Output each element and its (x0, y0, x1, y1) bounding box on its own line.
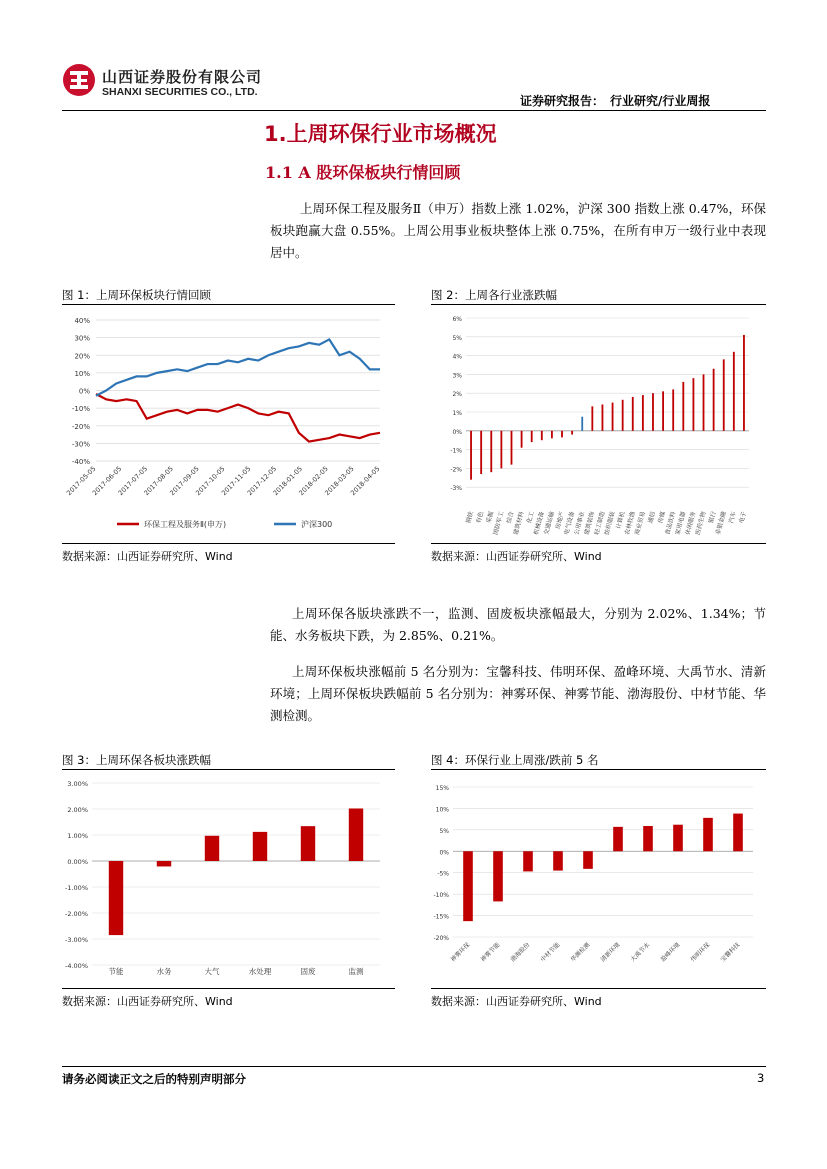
figure-4-title: 图 4：环保行业上周涨/跌前 5 名 (431, 753, 599, 767)
x-tick-label: 水务 (156, 967, 172, 976)
x-tick-label: 水处理 (248, 967, 272, 976)
y-tick-label: -2% (450, 466, 462, 474)
figure-1-line-chart (62, 306, 395, 542)
figure-1-source: 数据来源：山西证券研究所、Wind (62, 550, 233, 563)
figure-1-top-rule (62, 304, 395, 305)
bar-银行 (713, 369, 715, 431)
bar-非银金融 (723, 359, 725, 430)
y-tick-label: 5% (439, 827, 449, 835)
bar-轻工制造 (602, 404, 604, 430)
figure-4-bottom-rule (431, 988, 766, 989)
y-tick-label: 1% (452, 410, 462, 417)
x-tick-label: 2017-05-05 (65, 464, 98, 498)
y-tick-label: 3% (452, 372, 462, 380)
bar-清新环境 (613, 827, 623, 851)
x-tick-label: 大禹节水 (629, 941, 652, 964)
bar-固废 (301, 826, 315, 861)
bar-休闲服务 (693, 378, 695, 431)
bar-综合 (511, 431, 513, 465)
x-tick-label: 2018-04-05 (349, 464, 382, 498)
company-name-cn: 山西证券股份有限公司 (102, 68, 263, 86)
x-tick-label: 建筑材料 (512, 510, 526, 536)
figure-3-top-rule (62, 769, 395, 770)
y-tick-label: 0.00% (67, 858, 88, 866)
y-tick-label: 20% (74, 352, 90, 361)
x-tick-label: 有色 (475, 510, 486, 525)
x-tick-label: 2017-10-05 (194, 464, 227, 498)
bar-电子 (743, 335, 745, 431)
bar-大气 (205, 836, 219, 861)
section-heading: 1.上周环保行业市场概况 (264, 122, 497, 146)
bar-神雾环保 (463, 851, 473, 921)
x-tick-label: 医药生物 (694, 510, 708, 536)
y-tick-label: 5% (452, 334, 462, 342)
subsection-heading: 1.1 A 股环保板块行情回顾 (265, 163, 461, 182)
y-tick-label: -40% (71, 458, 90, 466)
y-tick-label: 0% (452, 428, 462, 436)
series-line-hs300 (96, 339, 380, 395)
y-tick-label: -1.00% (65, 884, 88, 892)
series-line-env (96, 394, 380, 442)
x-tick-label: 化工 (525, 510, 536, 525)
figure-3-bar-chart (62, 771, 395, 987)
bar-节能 (109, 861, 123, 935)
bar-计算机 (622, 400, 624, 431)
y-tick-label: 3.00% (67, 780, 88, 788)
x-tick-label: 国防军工 (492, 510, 506, 536)
bar-采掘 (490, 431, 492, 472)
bar-水务 (157, 861, 171, 866)
x-tick-label: 机械设备 (532, 510, 546, 536)
x-tick-label: 2018-03-05 (323, 464, 356, 498)
bar-房地产 (561, 431, 563, 438)
figure-4-source: 数据来源：山西证券研究所、Wind (431, 995, 602, 1008)
figure-2-source: 数据来源：山西证券研究所、Wind (431, 550, 602, 563)
figure-2-bottom-rule (431, 543, 766, 544)
figure-2-top-rule (431, 304, 766, 305)
y-tick-label: -30% (71, 440, 90, 449)
footer-rule (62, 1066, 766, 1067)
y-tick-label: -15% (433, 913, 449, 921)
bar-建筑装饰 (591, 406, 593, 430)
bar-汽车 (733, 352, 735, 431)
x-tick-label: 电气设备 (563, 510, 577, 536)
bar-电气设备 (571, 431, 573, 435)
x-tick-label: 食品饮料 (664, 510, 678, 536)
x-tick-label: 华测检测 (569, 941, 592, 964)
page-number: 3 (757, 1071, 765, 1085)
x-tick-label: 综合 (505, 510, 516, 525)
figure-2-title: 图 2：上周各行业涨跌幅 (431, 288, 557, 302)
legend-label: 沪深300 (301, 520, 333, 529)
bar-建筑材料 (521, 431, 523, 448)
bar-交通运输 (551, 431, 553, 439)
x-tick-label: 采掘 (485, 510, 496, 525)
bar-监测 (349, 808, 363, 861)
bar-农林牧渔 (632, 397, 634, 431)
y-tick-label: -4.00% (65, 962, 88, 970)
bar-大禹节水 (643, 826, 653, 851)
figure-1-title: 图 1：上周环保板块行情回顾 (62, 288, 211, 302)
bar-宝馨科技 (733, 814, 743, 852)
x-tick-label: 2017-11-05 (219, 464, 253, 498)
figure-3-bottom-rule (62, 988, 395, 989)
bar-盈峰环境 (673, 825, 683, 852)
y-tick-label: 30% (74, 334, 90, 343)
x-tick-label: 计算机 (615, 510, 627, 530)
bar-神雾节能 (493, 851, 503, 901)
x-tick-label: 宝馨科技 (719, 941, 742, 964)
bar-华测检测 (583, 851, 593, 869)
y-tick-label: -2.00% (65, 910, 88, 918)
paragraph-market-review: 上周环保工程及服务Ⅱ（申万）指数上涨 1.02%，沪深 300 指数上涨 0.47%，环保板块跑赢大盘 0.55%。上周公用事业板块整体上涨 0.75%，在所有申万一级行业中表现居中。 (270, 201, 766, 260)
x-tick-label: 大气 (204, 967, 220, 976)
x-tick-label: 监测 (348, 967, 364, 976)
figure-4-bar-chart (431, 771, 766, 987)
x-tick-label: 休闲服务 (684, 510, 698, 536)
x-tick-label: 纺织服装 (603, 510, 617, 536)
y-tick-label: 1.00% (67, 832, 88, 840)
x-tick-label: 渤海股份 (509, 941, 532, 964)
x-tick-label: 2017-07-05 (116, 464, 150, 498)
x-tick-label: 汽车 (727, 510, 738, 525)
x-tick-label: 伟明环保 (689, 941, 712, 964)
footer-disclaimer-notice: 请务必阅读正文之后的特别声明部分 (62, 1072, 246, 1086)
paragraph-top-bottom-stocks: 上周环保板块涨幅前 5 名分别为：宝馨科技、伟明环保、盈峰环境、大禹节水、清新环境；上周环保板块跌幅前 5 名分别为：神雾环保、神雾节能、渤海股份、中材节能、华测检测。 (270, 664, 766, 723)
bar-水处理 (253, 832, 267, 861)
bar-钢铁 (470, 431, 472, 480)
bar-伟明环保 (703, 818, 713, 851)
x-tick-label: 2017-12-05 (245, 464, 279, 498)
x-tick-label: 非银金融 (714, 510, 728, 536)
bar-通信 (652, 393, 654, 431)
bar-商业贸易 (642, 395, 644, 431)
bar-渤海股份 (523, 851, 533, 871)
x-tick-label: 建筑装饰 (583, 510, 597, 536)
bar-公用事业 (581, 417, 583, 431)
bar-传媒 (662, 391, 664, 430)
y-tick-label: -3% (450, 485, 462, 493)
paragraph-subsectors: 上周环保各版块涨跌不一，监测、固废板块涨幅最大，分别为 2.02%、1.34%；节能、水务板块下跌，为 2.85%、0.21%。 (270, 606, 766, 643)
x-tick-label: 神雾环保 (449, 941, 472, 964)
x-tick-label: 神雾节能 (479, 941, 502, 964)
bar-化工 (531, 431, 533, 442)
x-tick-label: 清新环境 (599, 941, 622, 964)
y-tick-label: -5% (437, 870, 449, 878)
bar-有色 (480, 431, 482, 474)
y-tick-label: 10% (74, 369, 90, 378)
y-tick-label: 10% (435, 806, 449, 814)
x-tick-label: 银行 (707, 510, 718, 525)
x-tick-label: 传媒 (657, 510, 668, 525)
x-tick-label: 商业贸易 (633, 510, 647, 536)
x-tick-label: 固废 (300, 967, 316, 976)
y-tick-label: 2.00% (67, 806, 88, 814)
figure-4-top-rule (431, 769, 766, 770)
x-tick-label: 交通运输 (542, 510, 556, 536)
bar-家用电器 (682, 382, 684, 431)
y-tick-label: -10% (433, 892, 449, 900)
figure-3-source: 数据来源：山西证券研究所、Wind (62, 995, 233, 1008)
y-tick-label: -20% (433, 935, 449, 942)
x-tick-label: 轻工制造 (593, 510, 607, 536)
company-name-en: SHANXI SECURITIES CO., LTD. (102, 86, 258, 98)
x-tick-label: 电子 (738, 510, 748, 525)
report-type: 证券研究报告： 行业研究/行业周报 (520, 94, 711, 108)
bar-纺织服装 (612, 403, 614, 431)
x-tick-label: 盈峰环境 (659, 941, 682, 964)
y-tick-label: 4% (452, 353, 462, 361)
x-tick-label: 通信 (647, 510, 657, 525)
figure-2-bar-chart (431, 306, 766, 542)
y-tick-label: 0% (439, 849, 449, 857)
x-tick-label: 2017-06-05 (90, 464, 124, 498)
y-tick-label: -20% (71, 422, 90, 431)
header-rule (62, 110, 766, 111)
bar-国防军工 (500, 431, 502, 469)
x-tick-label: 2017-09-05 (168, 464, 201, 498)
bar-医药生物 (703, 374, 705, 430)
x-tick-label: 房地产 (554, 510, 566, 530)
x-tick-label: 农林牧渔 (623, 510, 637, 536)
x-tick-label: 2018-02-05 (297, 464, 330, 498)
bar-机械设备 (541, 431, 543, 440)
y-tick-label: 6% (452, 316, 462, 323)
x-tick-label: 公用事业 (573, 510, 587, 536)
x-tick-label: 钢铁 (465, 510, 475, 525)
y-tick-label: -10% (71, 405, 90, 414)
figure-3-title: 图 3：上周环保各板块涨跌幅 (62, 753, 211, 767)
x-tick-label: 家用电器 (674, 510, 688, 536)
x-tick-label: 2018-01-05 (271, 464, 304, 498)
x-tick-label: 2017-08-05 (142, 464, 175, 498)
x-tick-label: 节能 (108, 967, 124, 976)
figure-1-bottom-rule (62, 543, 395, 544)
x-tick-label: 中材节能 (539, 941, 562, 964)
y-tick-label: 40% (74, 317, 90, 325)
legend-label: 环保工程及服务Ⅱ(申万) (144, 520, 227, 529)
y-tick-label: 2% (452, 391, 462, 399)
company-logo-icon (62, 63, 96, 97)
y-tick-label: 0% (78, 387, 90, 396)
y-tick-label: -3.00% (65, 936, 88, 944)
y-tick-label: 15% (435, 785, 449, 792)
bar-食品饮料 (672, 389, 674, 430)
bar-中材节能 (553, 851, 563, 870)
y-tick-label: -1% (450, 447, 462, 455)
